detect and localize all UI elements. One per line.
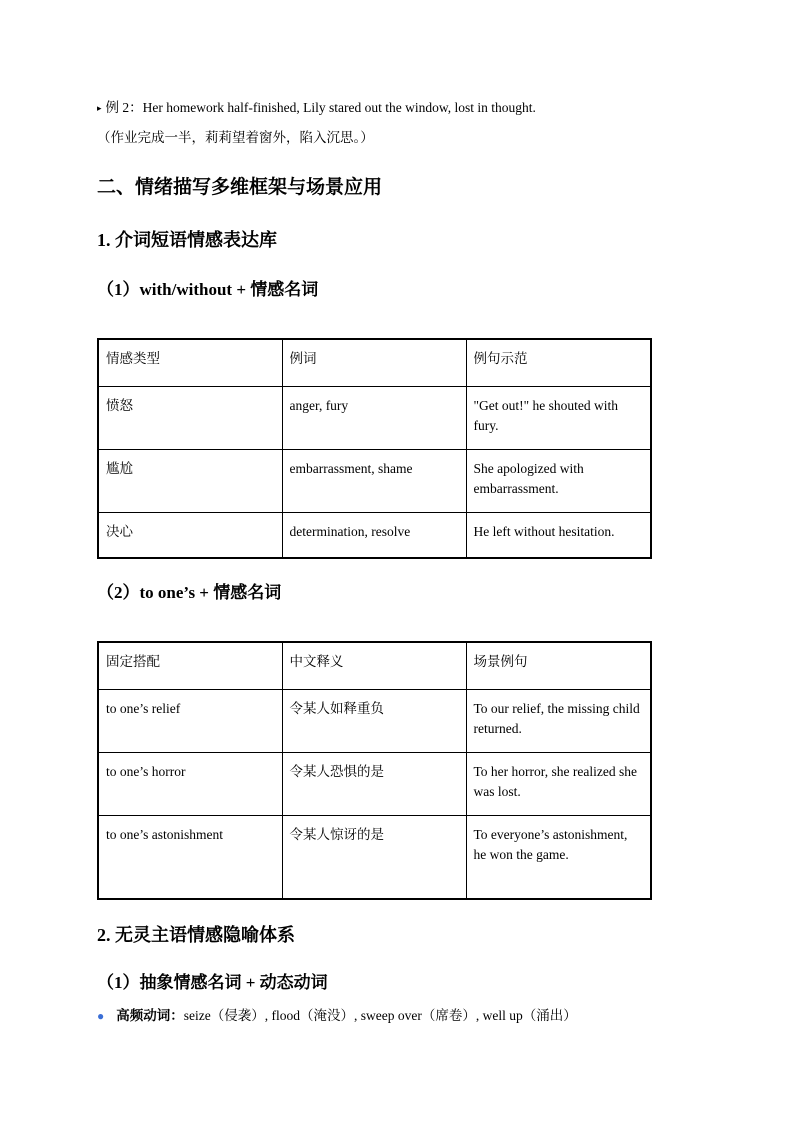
- table-row: [98, 512, 651, 558]
- table-cell: To our relief, the missing child returned.: [466, 689, 651, 752]
- bullet-label: 高频动词：: [116, 1008, 184, 1023]
- bullet-text: seize（侵袭）, flood（淹没）, sweep over（席卷）, well up（涌出）: [183, 1008, 577, 1023]
- table-cell: She apologized with embarrassment.: [466, 449, 651, 512]
- subsection-1-heading: 1. 介词短语情感表达库: [97, 230, 277, 250]
- table-header-cell: 场景例句: [466, 642, 651, 689]
- table-cell: "Get out!" he shouted with fury.: [466, 386, 651, 449]
- table-header-cell: 例词: [282, 339, 466, 386]
- table-row: [98, 386, 651, 449]
- table-cell: to one’s relief: [98, 689, 282, 752]
- part-2-1-heading: （1）抽象情感名词 + 动态动词: [97, 973, 328, 992]
- table-cell: anger, fury: [282, 386, 466, 449]
- table-cell: He left without hesitation.: [466, 512, 651, 558]
- table-header-row: [98, 642, 651, 689]
- table-cell: 令某人恐惧的是: [282, 752, 466, 815]
- emotion-preposition-table: [97, 338, 652, 559]
- table-cell: 尴尬: [98, 449, 282, 512]
- table-header-cell: 例句示范: [466, 339, 651, 386]
- table-cell: 令某人如释重负: [282, 689, 466, 752]
- to-ones-emotion-table: [97, 641, 652, 900]
- example-sentence: [97, 96, 536, 116]
- table-header-row: [98, 339, 651, 386]
- table-cell: To everyone’s astonishment, he won the game.: [466, 815, 651, 899]
- example-translation: （作业完成一半，莉莉望着窗外，陷入沉思。）: [97, 130, 374, 145]
- table-row: [98, 815, 651, 899]
- section-heading: 二、情绪描写多维框架与场景应用: [97, 177, 383, 198]
- table-row: [98, 449, 651, 512]
- high-frequency-verbs-bullet: [97, 1004, 577, 1024]
- table-cell: To her horror, she realized she was lost.: [466, 752, 651, 815]
- bullet-dot-icon: ●: [97, 1009, 105, 1023]
- table-cell: embarrassment, shame: [282, 449, 466, 512]
- table-header-cell: 情感类型: [98, 339, 282, 386]
- table-cell: 令某人惊讶的是: [282, 815, 466, 899]
- example-text: 例 2：Her homework half-finished, Lily stared out the window, lost in thought.: [105, 100, 536, 115]
- part-1-1-heading: （1）with/without + 情感名词: [97, 280, 319, 299]
- table-cell: determination, resolve: [282, 512, 466, 558]
- table-header-cell: 固定搭配: [98, 642, 282, 689]
- table-header-cell: 中文释义: [282, 642, 466, 689]
- table-cell: 决心: [98, 512, 282, 558]
- table-cell: 愤怒: [98, 386, 282, 449]
- part-1-2-heading: （2）to one’s + 情感名词: [97, 583, 282, 602]
- table-row: [98, 752, 651, 815]
- table-row: [98, 689, 651, 752]
- table-cell: to one’s horror: [98, 752, 282, 815]
- table-cell: to one’s astonishment: [98, 815, 282, 899]
- subsection-2-heading: 2. 无灵主语情感隐喻体系: [97, 925, 295, 945]
- triangle-bullet-icon: ▸: [97, 103, 102, 113]
